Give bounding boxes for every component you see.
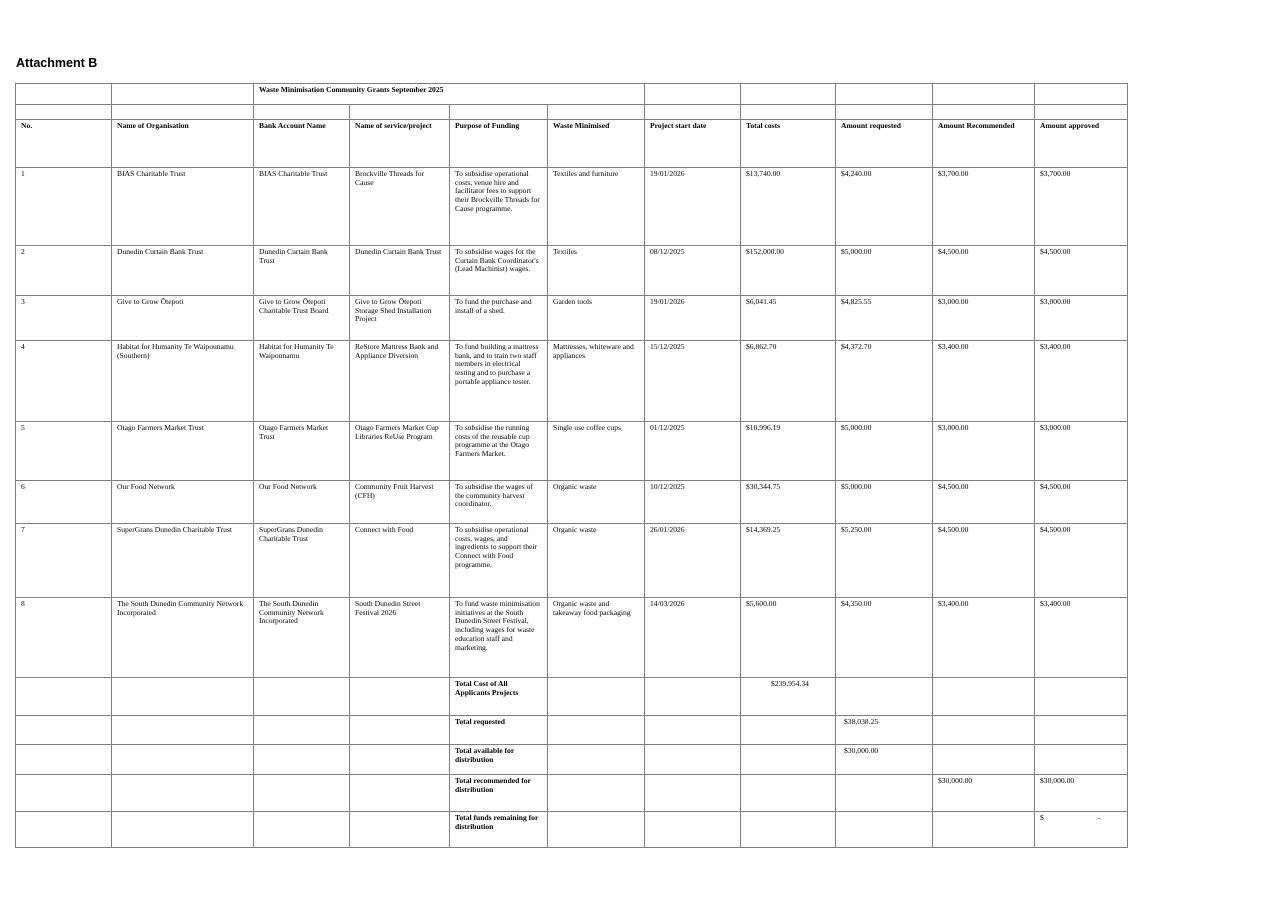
amount-requested: $5,250.00 — [836, 524, 933, 598]
bank-account-name: Our Food Network — [254, 481, 350, 524]
attachment-heading: Attachment B — [16, 56, 98, 70]
total-costs: $152,000.00 — [741, 246, 836, 296]
total-available-label: Total available for distribution — [450, 745, 548, 775]
service-name: Brockville Threads for Cause — [350, 168, 450, 246]
organisation-name: Habitat for Humanity Te Waipounamu (Southern) — [112, 341, 254, 422]
column-header-bank-account: Bank Account Name — [254, 120, 350, 168]
table-title: Waste Minimisation Community Grants September 2025 — [254, 84, 645, 105]
row-number: 7 — [16, 524, 112, 598]
row-number: 4 — [16, 341, 112, 422]
column-header-start-date: Project start date — [645, 120, 741, 168]
funds-remaining-currency: $ — [1040, 813, 1044, 822]
service-name: ReStore Mattress Bank and Appliance Diversion — [350, 341, 450, 422]
waste-minimised: Single use coffee cups — [548, 422, 645, 481]
project-start-date: 26/01/2026 — [645, 524, 741, 598]
amount-approved: $3,000.00 — [1035, 422, 1128, 481]
column-header-approved: Amount approved — [1035, 120, 1128, 168]
amount-approved: $4,500.00 — [1035, 246, 1128, 296]
total-costs: $10,996.19 — [741, 422, 836, 481]
service-name: South Dunedin Street Festival 2026 — [350, 598, 450, 678]
bank-account-name: The South Dunedin Community Network Incorporated — [254, 598, 350, 678]
amount-recommended: $3,700.00 — [933, 168, 1035, 246]
bank-account-name: Dunedin Curtain Bank Trust — [254, 246, 350, 296]
project-start-date: 01/12/2025 — [645, 422, 741, 481]
waste-minimised: Organic waste and takeaway food packaging — [548, 598, 645, 678]
spacer-row — [16, 105, 1128, 120]
funding-purpose: To fund waste minimisation initiatives at the South Dunedin Street Festival, including wages for waste education staff and marketing. — [450, 598, 548, 678]
funding-purpose: To fund the purchase and install of a shed. — [450, 296, 548, 341]
organisation-name: BIAS Charitable Trust — [112, 168, 254, 246]
total-costs: $30,344.75 — [741, 481, 836, 524]
table-row — [16, 296, 1128, 341]
amount-approved: $3,400.00 — [1035, 598, 1128, 678]
row-number: 2 — [16, 246, 112, 296]
organisation-name: The South Dunedin Community Network Incorporated — [112, 598, 254, 678]
project-start-date: 10/12/2025 — [645, 481, 741, 524]
amount-approved: $4,500.00 — [1035, 524, 1128, 598]
total-costs: $13,740.00 — [741, 168, 836, 246]
funding-purpose: To fund building a mattress bank, and to train two staff members in electrical testing and to purchase a portable appliance tester. — [450, 341, 548, 422]
funding-purpose: To subsidise operational costs, venue hire and facilitator fees to support their Brockville Threads for Cause programme. — [450, 168, 548, 246]
bank-account-name: Give to Grow Ōtepoti Charitable Trust Board — [254, 296, 350, 341]
column-header-organisation: Name of Organisation — [112, 120, 254, 168]
bank-account-name: SuperGrans Dunedin Charitable Trust — [254, 524, 350, 598]
bank-account-name: BIAS Charitable Trust — [254, 168, 350, 246]
amount-approved: $3,000.00 — [1035, 296, 1128, 341]
amount-approved: $3,700.00 — [1035, 168, 1128, 246]
table-row — [16, 422, 1128, 481]
amount-requested: $4,825.55 — [836, 296, 933, 341]
organisation-name: Our Food Network — [112, 481, 254, 524]
total-costs: $6,041.45 — [741, 296, 836, 341]
amount-approved: $3,400.00 — [1035, 341, 1128, 422]
amount-recommended: $4,500.00 — [933, 246, 1035, 296]
title-row — [16, 84, 1128, 105]
column-header-recommended: Amount Recommended — [933, 120, 1035, 168]
organisation-name: Dunedin Curtain Bank Trust — [112, 246, 254, 296]
funding-purpose: To subsidise wages for the Curtain Bank Coordinator's (Lead Machinist) wages. — [450, 246, 548, 296]
service-name: Dunedin Curtain Bank Trust — [350, 246, 450, 296]
project-start-date: 14/03/2026 — [645, 598, 741, 678]
header-row — [16, 120, 1128, 168]
waste-minimised: Organic waste — [548, 524, 645, 598]
amount-recommended: $3,000.00 — [933, 422, 1035, 481]
column-header-waste: Waste Minimised — [548, 120, 645, 168]
total-recommended-value: $30,000.00 — [933, 775, 1035, 812]
total-approved-value: $30,000.00 — [1035, 775, 1128, 812]
column-header-no: No. — [16, 120, 112, 168]
total-cost-value: $239,954.34 — [741, 678, 836, 716]
waste-minimised: Mattresses, whiteware and appliances — [548, 341, 645, 422]
total-recommended-label: Total recommended for distribution — [450, 775, 548, 812]
waste-minimised: Textiles — [548, 246, 645, 296]
waste-minimised: Garden tools — [548, 296, 645, 341]
amount-requested: $5,000.00 — [836, 246, 933, 296]
service-name: Connect with Food — [350, 524, 450, 598]
row-number: 8 — [16, 598, 112, 678]
total-recommended-row — [16, 775, 1128, 812]
row-number: 5 — [16, 422, 112, 481]
organisation-name: Otago Farmers Market Trust — [112, 422, 254, 481]
funds-remaining-value — [1035, 812, 1128, 848]
table-row — [16, 481, 1128, 524]
total-requested-row — [16, 716, 1128, 745]
service-name: Give to Grow Ōtepoti Storage Shed Installation Project — [350, 296, 450, 341]
grants-table — [15, 83, 1128, 848]
amount-recommended: $3,000.00 — [933, 296, 1035, 341]
waste-minimised: Organic waste — [548, 481, 645, 524]
table-row — [16, 598, 1128, 678]
total-costs: $6,862.70 — [741, 341, 836, 422]
organisation-name: Give to Grow Ōtepoti — [112, 296, 254, 341]
table-row — [16, 246, 1128, 296]
table-row — [16, 524, 1128, 598]
amount-recommended: $4,500.00 — [933, 481, 1035, 524]
organisation-name: SuperGrans Dunedin Charitable Trust — [112, 524, 254, 598]
amount-recommended: $4,500.00 — [933, 524, 1035, 598]
funds-remaining-label: Total funds remaining for distribution — [450, 812, 548, 848]
amount-recommended: $3,400.00 — [933, 341, 1035, 422]
table-row — [16, 168, 1128, 246]
row-number: 1 — [16, 168, 112, 246]
project-start-date: 19/01/2026 — [645, 168, 741, 246]
project-start-date: 19/01/2026 — [645, 296, 741, 341]
amount-approved: $4,500.00 — [1035, 481, 1128, 524]
row-number: 3 — [16, 296, 112, 341]
total-costs: $5,600.00 — [741, 598, 836, 678]
table-row — [16, 341, 1128, 422]
funding-purpose: To subsidise the wages of the community harvest coordinator. — [450, 481, 548, 524]
total-costs: $14,369.25 — [741, 524, 836, 598]
total-requested-label: Total requested — [450, 716, 548, 745]
amount-recommended: $3,400.00 — [933, 598, 1035, 678]
amount-requested: $4,372.70 — [836, 341, 933, 422]
column-header-purpose: Purpose of Funding — [450, 120, 548, 168]
total-requested-value: $38,038.25 — [836, 716, 933, 745]
amount-requested: $4,350.00 — [836, 598, 933, 678]
project-start-date: 08/12/2025 — [645, 246, 741, 296]
row-number: 6 — [16, 481, 112, 524]
waste-minimised: Textiles and furniture — [548, 168, 645, 246]
column-header-service: Name of service/project — [350, 120, 450, 168]
total-available-value: $30,000.00 — [836, 745, 933, 775]
funding-purpose: To subsidise the running costs of the reusable cup programme at the Otago Farmers Market. — [450, 422, 548, 481]
total-cost-row — [16, 678, 1128, 716]
column-header-requested: Amount requested — [836, 120, 933, 168]
amount-requested: $5,000.00 — [836, 481, 933, 524]
funds-remaining-amount: - — [1098, 813, 1101, 822]
total-available-row — [16, 745, 1128, 775]
bank-account-name: Habitat for Humanity Te Waipounamu — [254, 341, 350, 422]
funds-remaining-row — [16, 812, 1128, 848]
funding-purpose: To subsidise operational costs, wages, and ingredients to support their Connect with Food programme. — [450, 524, 548, 598]
service-name: Community Fruit Harvest (CFH) — [350, 481, 450, 524]
amount-requested: $4,240.00 — [836, 168, 933, 246]
total-cost-label: Total Cost of All Applicants Projects — [450, 678, 548, 716]
project-start-date: 15/12/2025 — [645, 341, 741, 422]
service-name: Otago Farmers Market Cup Libraries ReUse Program — [350, 422, 450, 481]
bank-account-name: Otago Farmers Market Trust — [254, 422, 350, 481]
column-header-total-costs: Total costs — [741, 120, 836, 168]
amount-requested: $5,000.00 — [836, 422, 933, 481]
